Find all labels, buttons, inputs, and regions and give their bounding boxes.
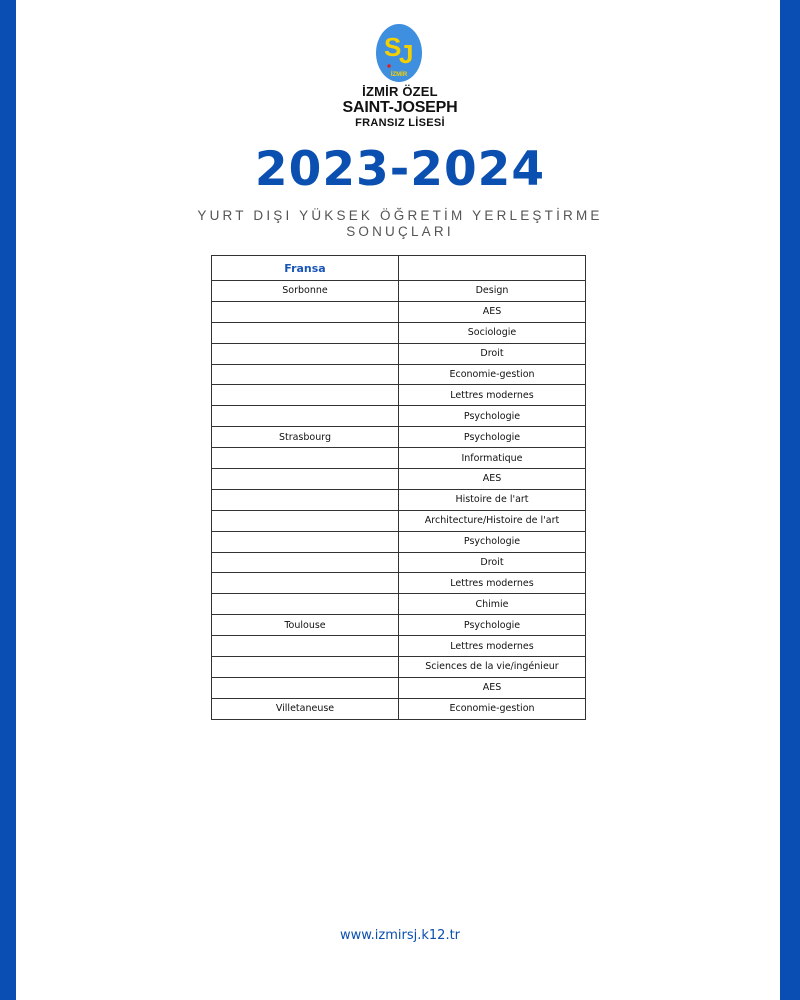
table-row	[212, 510, 586, 531]
table-row	[212, 677, 586, 698]
program-cell: Psychologie	[399, 615, 586, 636]
table-row	[212, 406, 586, 427]
university-cell	[212, 406, 399, 427]
table-row	[212, 657, 586, 678]
university-cell	[212, 385, 399, 406]
university-cell	[212, 573, 399, 594]
table-row	[212, 427, 586, 448]
page-subtitle	[170, 208, 630, 240]
university-cell	[212, 657, 399, 678]
table-row	[212, 364, 586, 385]
program-cell: Lettres modernes	[399, 636, 586, 657]
subtitle-line1: YURT DIŞI YÜKSEK ÖĞRETİM YERLEŞTİRME	[197, 208, 603, 223]
country-cell: Fransa	[212, 256, 399, 281]
table-row	[212, 301, 586, 322]
right-border-bar	[780, 0, 800, 1000]
table-row	[212, 552, 586, 573]
program-cell: Informatique	[399, 448, 586, 469]
program-cell: AES	[399, 301, 586, 322]
table-row	[212, 322, 586, 343]
program-cell: Lettres modernes	[399, 573, 586, 594]
table-row	[212, 469, 586, 490]
placement-results-table	[211, 255, 586, 720]
program-cell: Chimie	[399, 594, 586, 615]
svg-text:J: J	[399, 39, 414, 69]
university-cell	[212, 469, 399, 490]
table-row	[212, 385, 586, 406]
table-row	[212, 448, 586, 469]
school-name-line1: İZMİR ÖZEL	[362, 84, 438, 99]
table-row	[212, 594, 586, 615]
university-cell	[212, 531, 399, 552]
program-cell: Droit	[399, 343, 586, 364]
university-cell	[212, 301, 399, 322]
university-cell	[212, 343, 399, 364]
program-cell: Design	[399, 281, 586, 302]
subtitle-line2: SONUÇLARI	[346, 224, 454, 239]
website-link[interactable]: www.izmirsj.k12.tr	[339, 928, 461, 943]
academic-year-title: 2023-2024	[254, 142, 546, 197]
table-row	[212, 531, 586, 552]
school-name-line3: FRANSIZ LİSESİ	[355, 117, 445, 129]
table-row	[212, 343, 586, 364]
university-cell	[212, 364, 399, 385]
table-row	[212, 636, 586, 657]
header-empty-cell	[399, 256, 586, 281]
university-cell	[212, 677, 399, 698]
university-cell: Strasbourg	[212, 427, 399, 448]
program-cell: Psychologie	[399, 406, 586, 427]
left-border-bar	[0, 0, 16, 1000]
svg-text:S: S	[384, 32, 402, 62]
school-logo	[375, 23, 423, 83]
table-row	[212, 281, 586, 302]
table-row	[212, 615, 586, 636]
university-cell: Sorbonne	[212, 281, 399, 302]
table-header-row	[212, 256, 586, 281]
university-cell	[212, 636, 399, 657]
table-row	[212, 573, 586, 594]
university-cell: Villetaneuse	[212, 698, 399, 719]
program-cell: Sciences de la vie/ingénieur	[399, 657, 586, 678]
university-cell	[212, 552, 399, 573]
program-cell: Psychologie	[399, 427, 586, 448]
table-row	[212, 489, 586, 510]
program-cell: Sociologie	[399, 322, 586, 343]
logo-city-text: İZMİR	[390, 72, 408, 78]
program-cell: Histoire de l'art	[399, 489, 586, 510]
university-cell	[212, 322, 399, 343]
program-cell: AES	[399, 469, 586, 490]
university-cell	[212, 594, 399, 615]
program-cell: Lettres modernes	[399, 385, 586, 406]
program-cell: Economie-gestion	[399, 698, 586, 719]
university-cell	[212, 448, 399, 469]
table-row	[212, 698, 586, 719]
school-name-line2: SAINT-JOSEPH	[342, 99, 458, 116]
university-cell	[212, 510, 399, 531]
program-cell: Psychologie	[399, 531, 586, 552]
program-cell: Droit	[399, 552, 586, 573]
program-cell: AES	[399, 677, 586, 698]
program-cell: Architecture/Histoire de l'art	[399, 510, 586, 531]
university-cell: Toulouse	[212, 615, 399, 636]
program-cell: Economie-gestion	[399, 364, 586, 385]
university-cell	[212, 489, 399, 510]
